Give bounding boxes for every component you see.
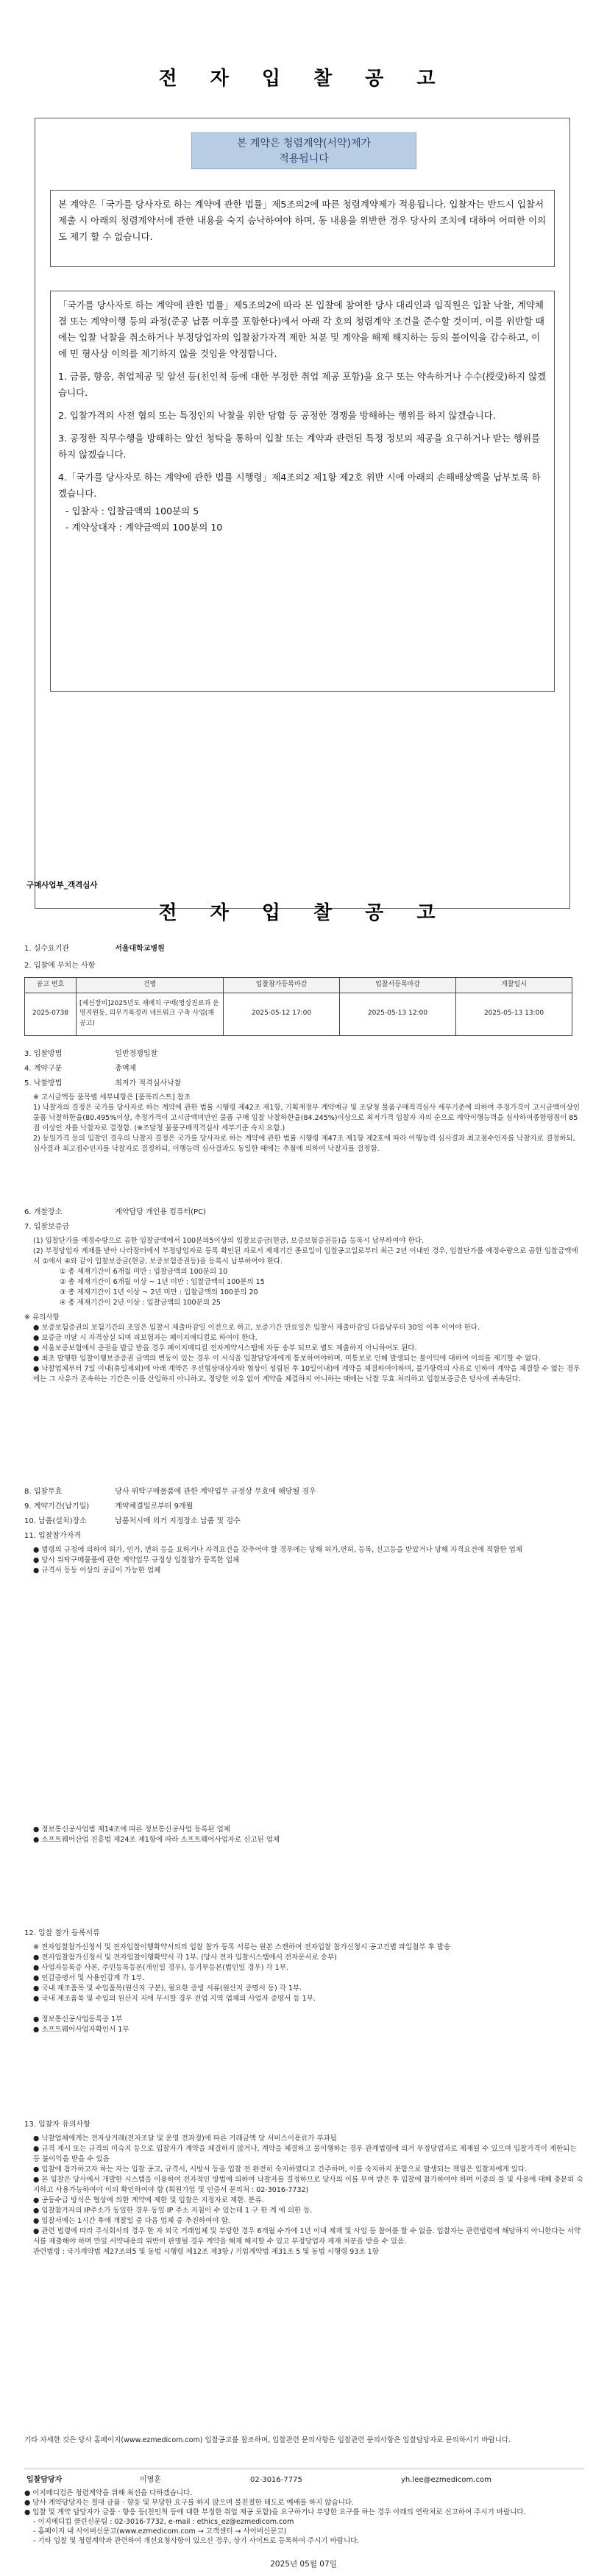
s1-label: 1. 실수요기관 [24,945,70,953]
s12-extra-item: ● 소프트웨어사업자확인서 1부 [24,2025,583,2035]
section-10 [24,1516,583,1527]
s3-label: 3. 입찰방법 [24,1050,63,1058]
s12-item: ● 국내 제조품목 및 수입의 원산지 지에 무시할 경우 전업 지역 업체의 사업자 증명서 등 1부. [24,1994,583,2004]
table-header-row [25,978,572,993]
col-header: 개찰일시 [456,978,572,993]
col-header: 입찰서등록마감 [340,978,456,993]
section-7-body [24,1236,583,1385]
s7-list-item: ③ 총 제재기간이 1년 이상 ~ 2년 미만 : 입찰금액의 100분의 20 [60,1288,258,1296]
s13-item: ● 공동수급 방식은 협상에 의한 계약에 제한 및 입찰은 지정자로 제한. 분류. [24,2196,583,2206]
s13-item: ● 낙찰업체에게는 전자상거래(전자조달 및 운영 전과정)에 따른 거래금액 당 서비스이용료가 부과됨 [24,2134,583,2144]
integrity-summary-text: 본 계약은「국가를 당사자로 하는 계약에 관한 법률」제5조의2에 따른 청렴계약제가 적용됩니다. 입찰자는 반드시 입찰서 제출 시 아래의 청렴계약서에 관한 내용을 숙지 승낙하여야 하며, 동 내용을 위반한 경우 당사의 조치에 대하여 어떠한 이의도 제기 할 수 없습니다. [58,199,547,242]
contact-phone[interactable]: 02-3016-7775 [250,2476,302,2484]
announcement-title: 전 자 입 찰 공 고 [158,902,449,924]
s6-value: 계약담당 개인용 컴퓨터(PC) [115,1208,206,1216]
section-7-label: 7. 입찰보증금 [24,1223,70,1231]
s9-value: 계약체결일로부터 9개월 [115,1502,194,1511]
s5-note-0: ※ 고시금액등 품목별 세부내항은 [품목리스트] 참조 [33,1093,191,1101]
footer-note: - 기타 입찰 및 청렴계약과 관련하여 개선요청사항이 있으신 경우, 상기 사이트로 등록하여 주시기 바랍니다. [33,2537,360,2545]
footer-note: ● 입찰 및 계약 담당자가 금품 · 향응 등(친인척 등에 대한 부정한 취업 제공 포함)을 요구하거나 부당한 요구를 하는 경우 아래의 연락처로 신고하여 주시기 바랍니다. [24,2508,526,2516]
s7-list-item: ④ 총 제재기간이 2년 이상 : 입찰금액의 100분의 25 [60,1299,221,1307]
section-13-label: 13. 입찰자 유의사항 [24,2121,90,2129]
pledge-item-3: 3. 공정한 직무수행을 방해하는 알선 청탁을 통하여 입찰 또는 계약과 관련된 특정 정보의 제공을 요구하거나 받는 행위를 하지 않겠습니다. [58,433,541,460]
col-header: 건명 [77,978,224,993]
cell-opening-time: 2025-05-13 13:00 [456,993,572,1035]
banner-line-1: 본 계약은 청렴계약(서약)제가 [236,138,372,149]
s7-list-item: ② 총 제재기간이 6개월 이상 ~ 1년 미만 : 입찰금액의 100분의 15 [60,1278,265,1286]
s3-value: 일반경쟁입찰 [115,1050,158,1058]
s11-extra-item: ● 소프트웨어산업 진흥법 제24조 제1항에 따라 소프트웨어사업자로 신고된 업체 [24,1835,583,1845]
cell-title[interactable]: [제신장비]2025년도 재배치 구매(영상진료과 운영지원동, 의무기록정리 네트워크 구축 사업(재공고) [77,993,224,1035]
announcement-date: 2025년 05월 07일 [270,2560,337,2569]
s7-note: ● 최초 발행한 입찰이행보증증권 금액의 변동이 있는 경우 이 서식을 입찰담당자에게 통보하여야하며, 미통보로 인해 발생되는 불이익에 대하여 이의를 제기할 수 없다. [24,1354,583,1364]
section-11-body [24,1545,583,1576]
cell-bid-deadline: 2025-05-13 12:00 [340,993,456,1035]
contact-email[interactable]: yh.lee@ezmedicom.com [401,2476,491,2484]
s12-item: ● 사업자등록증 사본, 주민등록등본(개인일 경우), 등기부등본(법인일 경우) 각 1부. [24,1963,583,1973]
s13-item: ● 입찰서에는 1시간 후에 개찰일 중 다음 업체 중 추진하여야 함. [24,2216,583,2226]
section-1 [24,943,583,955]
section-12-body [24,1942,583,2035]
s13-item: 관련법령 : 국가계약법 제27조의5 및 동법 시행령 제12조 제3항 / 기업계약법 제31조 5 및 동법 시행령 93조 1항 [33,2248,379,2256]
s4-label: 4. 계약구분 [24,1065,63,1073]
table-row [25,993,572,1035]
section-8 [24,1486,583,1498]
footer-note: - 이지메디컴 클린신문팀 : 02-3016-7732, e-mail : ethics_ez@ezmedicom.com [33,2518,294,2526]
cell-registration-deadline: 2025-05-12 17:00 [224,993,340,1035]
s9-label: 9. 계약기간(납기일) [24,1502,90,1511]
s7-note: ● 보증보험증권의 보험기간의 초일은 입찰서 제출마감일 이전으로 하고, 보증기간 만료일은 입찰서 제출마감일 다음날부터 30일 이후 이어야 한다. [24,1323,583,1333]
notice-title: 전 자 입 찰 공 고 [158,68,449,90]
banner-line-2: 적용됩니다 [279,153,329,165]
section-5 [24,1078,583,1090]
footer-notes [24,2488,583,2546]
s7-note: ● 서울보증보험에서 증권을 발급 받을 경우 폐이지메디컬 전자계약시스템에 자동 송부 되므로 별도 제출하지 아니하여도 된다. [24,1344,583,1354]
s12-extra-item: ● 정보통신공사업등록증 1부 [24,2015,583,2025]
s7-note-label: ※ 유의사항 [24,1313,60,1321]
col-header: 입찰참가등록마감 [224,978,340,993]
s5-note-2: 2) 동일가격 등의 입찰인 경우의 낙찰자 결정은 국가를 당사자로 하는 계약에 관한 법률 시행령 제47조 제1항 제2호에 따라 이행능력 심사결과 최고점수인자를 낙찰자로 결정하되, 심사결과 최고점수인자를 낙찰자로 결정하되, 이행능력 심사결과도 동일한 때에는 추첨에 의하여 낙찰자를 결정함. [33,1135,575,1153]
pledge-item-4-bidder: - 입찰자 : 입찰금액의 100분의 5 [65,505,199,517]
s13-item: ● 입찰참가자의 IP주소가 동일한 경우 동일 IP 주소 지침이 수 있는데 1 구 한 계 에 의한 등. [24,2206,583,2216]
s10-value: 납품처시에 의거 지정장소 납품 및 검수 [115,1517,241,1525]
s8-value: 당사 위탁구매물품에 관한 계약업무 규정상 무효에 해당될 경우 [115,1488,316,1496]
s8-label: 8. 입찰무효 [24,1488,63,1496]
closing-text: 기타 자세한 것은 당사 홈페이지(www.ezmedicom.com) 입찰공고를 참조하며, 입찰관련 문의사항은 입찰관련 문의사항은 입찰담당자로 문의하시기 바랍니다. [24,2436,511,2444]
s5-value: 최저가 적격심사낙찰 [115,1079,182,1087]
section-11-extra [24,1825,583,1845]
contact-name: 이영훈 [140,2476,161,2484]
s12-text-0: ※ 전자입찰참가신청서 및 전자입찰이행확약서의의 입찰 참가 등록 서류는 원본 스캔하여 전자입찰 참가신청시 공고건별 파일첨부 후 발송 [33,1943,451,1951]
section-5-notes [24,1093,583,1154]
pledge-intro: 「국가를 당사자로 하는 계약에 관한 법률」제5조의2에 따라 본 입찰에 참여한 당사 대리인과 임직원은 입찰 낙찰, 계약체결 또는 계약이행 등의 과정(준공 납품 이후를 포함한다)에서 아래 각 호의 청렴계약 조건을 준수할 것이며, 이를 위반할 때에는 입찰 낙찰을 취소하거나 부정당업자의 입찰참가자격 제한 처분 및 계약을 해제 해지하는 등의 불이익을 감수하고, 이에 민 형사상 이의를 제기하지 않을 것임을 약정합니다. [58,299,544,359]
s1-value: 서울대학교병원 [115,945,165,953]
s12-item: ● 국내 제조품목 및 수입품목(원산지 구분), 필요한 증빙 서류(원산지 증명서 등) 각 1부. [24,1984,583,1994]
s6-label: 6. 개찰장소 [24,1208,63,1216]
s7-text-1: (1) 입찰단가를 예정수량으로 곱한 입찰금액에서 100분의5이상의 입찰보증금(현금, 보증보험증권등)을 등록시 납부하여야 한다. [33,1237,424,1245]
section-2-label: 2. 입찰에 부치는 사항 [24,962,96,970]
s7-note: ● 낙찰업체부터 7일 이내(휴일제외)에 아래 계약은 우선협상대상자와 협상이 성립된 후 10일이내)에 계약을 체결하여야하며, 불가항력의 사유로 인하여 계약을 체결할 수 없는 경우에는 그 사유가 존속하는 기간은 이를 산입하지 아니하고, 정당한 이유 없이 계약을 체결하지 아니하는 때에는 낙찰 무효 처리하고 입찰보증금은 당사에 귀속된다. [24,1364,583,1385]
section-9 [24,1501,583,1513]
s12-item: ● 전자입찰참가신청서 및 전자입찰이행확약서 각 1부. (당사 전자 입찰시스템에서 전자문서로 송부) [24,1953,583,1963]
s13-item: ● 본 입찰은 당사에서 개발한 시스템을 이용하여 전자적인 방법에 의하여 낙찰자를 결정하므로 당사의 이를 부여 받은 후 입찰에 참가하여야 하며 이중의 불 및 사용에 대해 충분히 숙지하고 사용가능하여야 이의 확인하여야 함 (회원가입 및 인증서 문의처 : 02-3016-7732) [24,2175,583,2196]
section-4 [24,1063,583,1075]
s5-note-1: 1) 낙찰자의 결정은 국가를 당사자로 하는 계약에 관한 법률 시행령 제42조 제1항, 기획재정부 계약예규 및 조달청 물품구매적격심사 세부기준에 의하여 추정가격이 고시금액이상인 물품 낙찰하한율(80.495%이상, 추정가격이 고시금액미만인 물품 구매 입찰 낙찰하한율(84.245%)이상으로 최저가격 입찰자 자의 순으로 계약이행능력을 심사하여종합평점이 85점 이상인 자를 낙찰자로 결정함. (※조달청 물품구매적격심사 세부기준 숙지 요함.) [33,1104,580,1132]
s5-label: 5. 낙찰방법 [24,1079,63,1087]
s12-item: ● 인감증명서 및 사용인감계 각 1부. [24,1973,583,1984]
integrity-pledge-box [50,291,555,692]
section-6 [24,1207,583,1218]
pledge-item-4-contractor: - 계약상대자 : 계약금액의 100분의 10 [65,522,223,533]
footer-note: - 홈페이지 내 사이버신문고(www.ezmedicom.com → 고객센터 → 사이버신문고) [33,2527,287,2536]
s13-item: ● 규격 제시 또는 규격의 미숙지 등으로 입찰자가 계약을 체결하지 않거나, 계약을 체결하고 불이행하는 경우 관계법령에 의거 부정당업자로 제재될 수 있으며 입찰가격이 제한되는 등 불이익을 받을 수 있음 [24,2144,583,2165]
section-3 [24,1049,583,1060]
cell-notice-number[interactable]: 2025-0738 [25,993,77,1035]
section-12-label: 12. 입찰 참가 등록서류 [24,1929,100,1937]
s7-list-item: ① 총 제재기간이 6개월 미만 : 입찰금액의 100분의 10 [60,1268,228,1276]
section-11-label: 11. 입찰참가자격 [24,1532,82,1540]
s10-label: 10. 납품(설치)장소 [24,1517,87,1525]
pledge-item-1: 1. 금품, 향응, 취업제공 및 알선 등(친인척 등에 대한 부정한 취업 제공 포함)을 요구 또는 약속하거나 수수(授受)하지 않겠습니다. [58,371,547,398]
pledge-item-2: 2. 입찰가격의 사전 협의 또는 특정인의 낙찰을 위한 담합 등 공정한 경쟁을 방해하는 행위를 하지 않겠습니다. [58,410,496,421]
contact-label: 입찰담당자 [26,2476,63,2484]
integrity-banner [191,132,416,169]
section-13-body [24,2134,583,2257]
s13-item: ● 입찰에 참가하고자 하는 자는 입찰 공고, 규격서, 시방서 등을 입찰 전 완전히 숙지하였다고 간주하며, 이를 숙지하지 못함으로 발생되는 책임은 입찰자에게 있다. [24,2165,583,2175]
footer-note: ● 당사 계약담당자는 절대 금품 · 향응 및 부당한 요구를 하지 않으며 불친절한 태도로 예배를 하지 않습니다. [24,2499,355,2507]
s11-item: ● 법령의 규정에 의하여 허가, 인가, 면허 등을 요하거나 자격요건을 갖추어야 할 경우에는 당해 허가,면허, 등록, 신고등을 받았거나 당해 자격요건에 적합한 업체 [24,1545,583,1555]
s7-note: ● 보증금 미달 시 자격상실 되며 피보험자는 폐이지에디컬로 하여야 한다. [24,1333,583,1344]
s11-item: ● 규격서 등동 이상의 공급이 가능한 업체 [24,1566,583,1576]
footer-note: ● 이지메디컴은 청렴계약을 위해 최선을 다하겠습니다. [24,2489,193,2497]
s4-value: 총액제 [115,1065,137,1073]
pledge-item-4: 4.「국가를 당사자로 하는 계약에 관한 법률 시행령」제4조의2 제1항 제2호 위반 시에 아래의 손해배상액을 납부토록 하겠습니다. [58,472,541,499]
s11-extra-item: ● 정보통신공사업법 제14조에 따른 정보통신공사업 등록된 업체 [24,1825,583,1835]
s7-text-2: (2) 부정당업자 계재를 받아 나라장터에서 부정당업자로 등록 확인된 자로서 제재기간 종료일이 입찰공고일로부터 최근 2년 이내인 경우, 입찰단가를 예정수량으로 곱한 입찰금액에서 ①에서 ④와 같이 입찰보증금(현금, 보증보험증권등)을 등록시 납부하여야 한다. [33,1247,578,1266]
s11-item: ● 당사 위탁구매물품에 관한 계약업무 규정상 입찰참가 등록한 업체 [24,1555,583,1566]
s13-item: ● 관련 법령에 따라 주식회사의 경우 한 자 외국 거래업체 및 부당한 경우 6개월 수가에 1년 이내 제재 및 사업 등 참여를 할 수 없음. 입찰자는 관련법령에 해당하지 아니한다는 서약서를 제출해야 하며 만일 서약내용의 위반이 판명될 경우 계약을 해제 해지할 수 있고 부정당업자 제재 처분을 받을 수 있음. [24,2226,583,2247]
col-header: 공고 번호 [25,978,77,993]
department-title: 구매사업부_객격심사 [26,881,98,890]
integrity-summary-box [50,190,555,267]
bid-items-table [24,977,572,1036]
